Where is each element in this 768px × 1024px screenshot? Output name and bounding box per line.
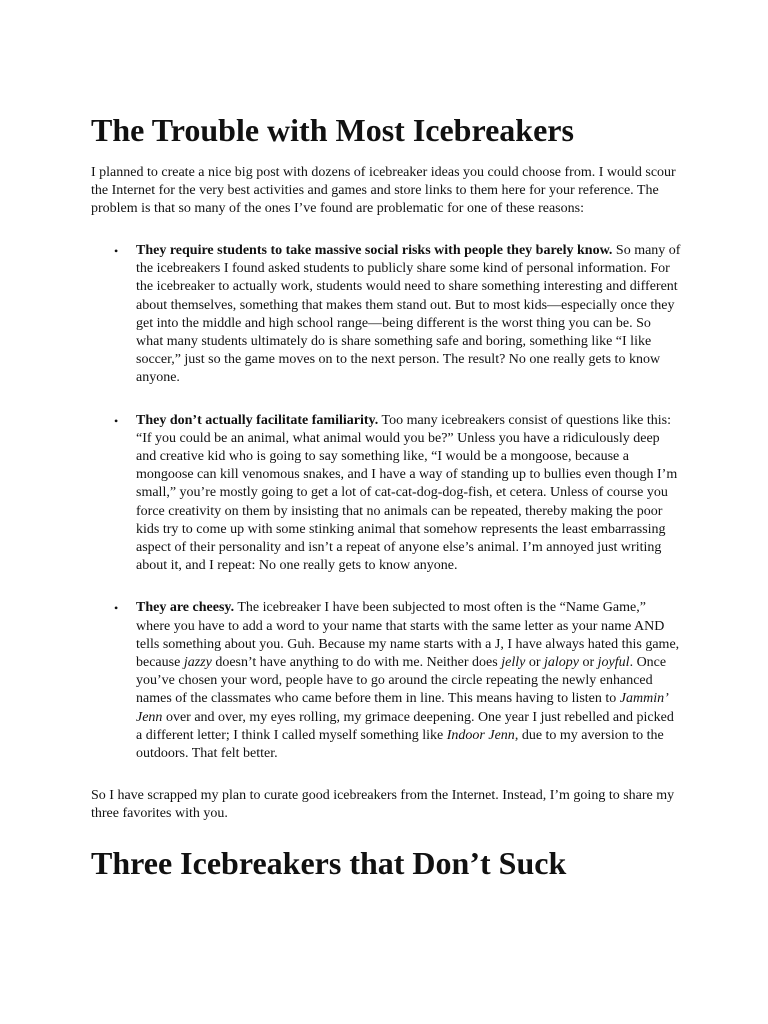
italic-word: jazzy xyxy=(183,655,212,671)
italic-word: jelly xyxy=(501,655,526,671)
list-item xyxy=(91,599,681,763)
italic-word: joyful xyxy=(597,655,630,671)
section-heading: Three Icebreakers that Don’t Suck xyxy=(91,845,567,882)
bullet-lead: They are cheesy. xyxy=(136,600,235,616)
intro-paragraph: I planned to create a nice big post with dozens of icebreaker ideas you could choose from. I would scour the Internet for the very best activities and games and store links to them here for your reference. The problem is that so many of the ones I’ve found are problematic for one of these reasons: xyxy=(91,165,676,216)
reasons-list xyxy=(91,242,681,763)
bullet-text: or xyxy=(579,655,598,671)
italic-word: Jammin’ Jenn xyxy=(136,691,668,725)
bullet-text: over and over, my eyes rolling, my grimace deepening. One year I just rebelled and picked a different letter; I think I called myself something like xyxy=(136,709,674,743)
bullet-icon: • xyxy=(114,413,119,428)
bullet-text: . Once you’ve chosen your word, people have to go around the circle repeating the newly enhanced names of the classmates who came before them in line. This means having to listen to xyxy=(136,655,667,707)
bullet-lead: They don’t actually facilitate familiarity. xyxy=(136,412,379,428)
bullet-icon: • xyxy=(114,601,119,616)
article xyxy=(91,110,681,897)
list-item xyxy=(91,412,681,576)
italic-word: Indoor Jenn xyxy=(446,727,515,743)
bullet-text: The icebreaker I have been subjected to most often is the “Name Game,” where you have to add a word to your name that starts with the same letter as your name AND tells something about you. Guh. Because my name starts with a J, I have always hated this game, because xyxy=(136,600,680,671)
bullet-icon: • xyxy=(114,244,119,258)
bullet-text: or xyxy=(525,655,544,671)
bullet-text: So many of the icebreakers I found asked students to publicly share some kind of personal information. For the icebreaker to actually work, students would need to share something interesting and different about themselves, something that makes them stand out. But to most kids—especially once they get into the middle and high school range—being different is the worst thing you can be. So what many students ultimately do is share something safe and boring, something like “I like soccer,” just so the game moves on to the next person. The result? No one really gets to know anyone. xyxy=(136,243,681,386)
bullet-text: Too many icebreakers consist of questions like this: “If you could be an animal, what animal would you be?” Unless you have a ridiculously deep and creative kid who is going to say something like, “I would be a mongoose, because a mongoose can kill venomous snakes, and I have a way of standing up to bullies even though I’m small,” you’re mostly going to get a lot of cat-cat-dog-dog-fish, et cetera. Unless of course you force creativity on them by insisting that no animals can be repeated, thereby making the poor kids try to come up with some stinking animal that somehow represents the least embarrassing aspect of their personality and isn’t a repeat of anyone else’s animal. I’m annoyed just writing about it, and I repeat: No one really gets to know anyone. xyxy=(136,412,678,574)
outro-paragraph: So I have scrapped my plan to curate good icebreakers from the Internet. Instead, I’m going to share my three favorites with you. xyxy=(91,788,675,822)
bullet-lead: They require students to take massive social risks with people they barely know. xyxy=(136,243,613,258)
bullet-text: , due to my aversion to the outdoors. That felt better. xyxy=(136,727,664,762)
list-item xyxy=(91,242,681,388)
article-title: The Trouble with Most Icebreakers xyxy=(91,112,574,148)
bullet-text: doesn’t have anything to do with me. Neither does xyxy=(211,655,502,671)
italic-word: jalopy xyxy=(544,655,579,671)
